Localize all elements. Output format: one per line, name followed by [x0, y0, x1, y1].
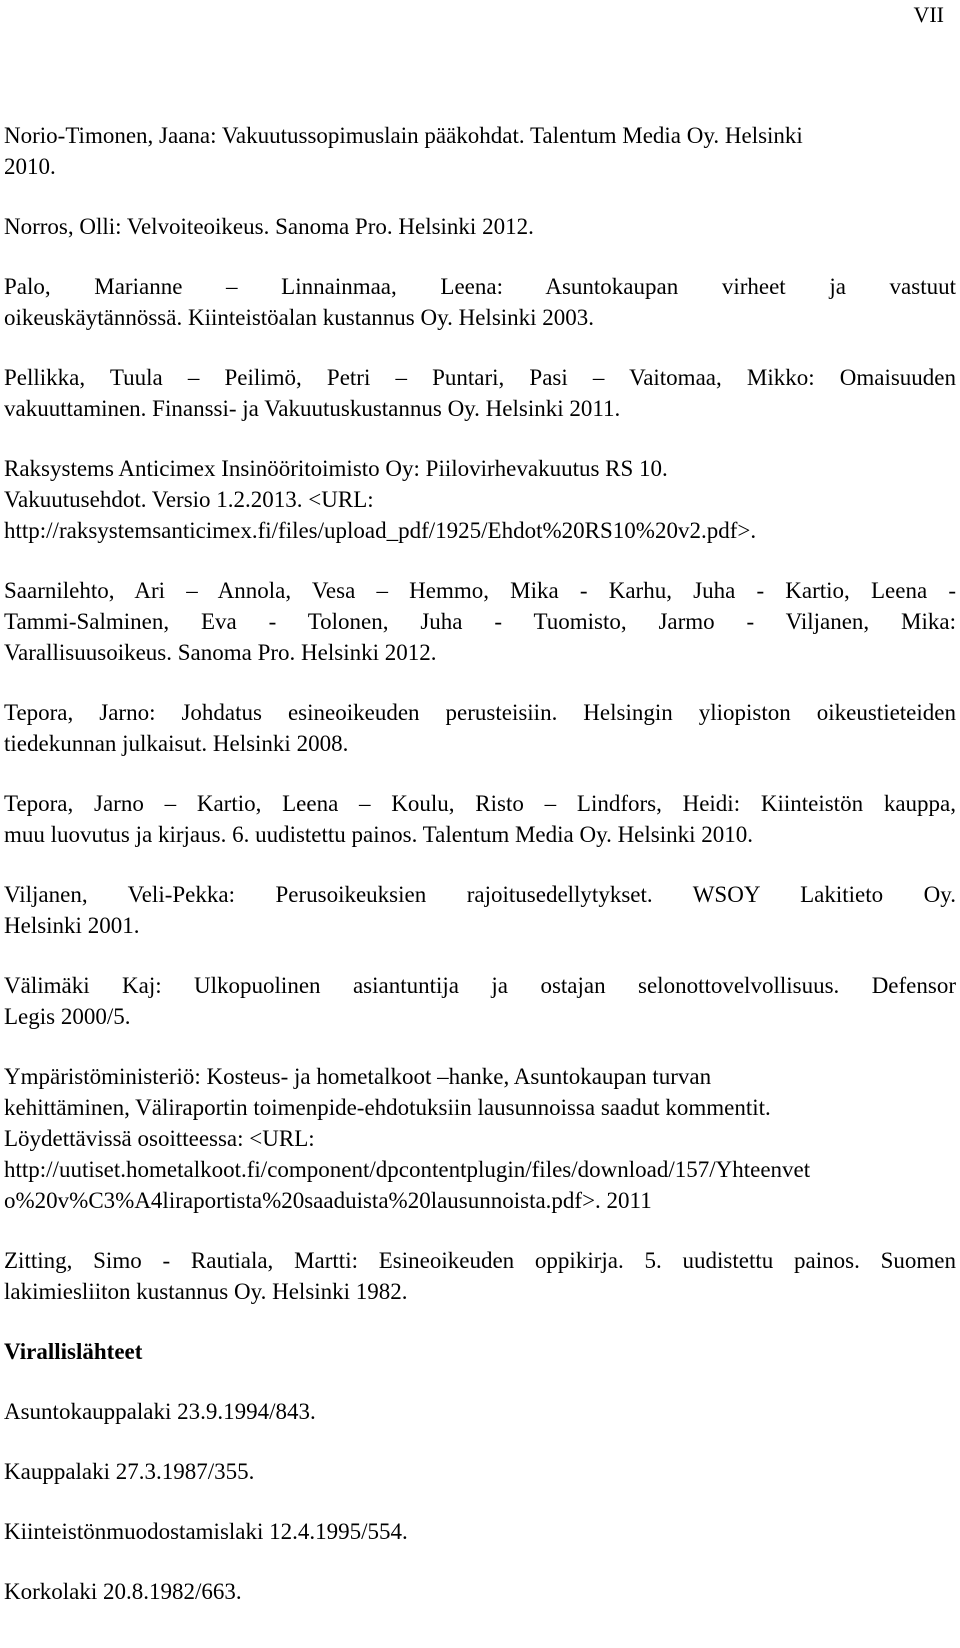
entry-line: tiedekunnan julkaisut. Helsinki 2008.: [4, 731, 349, 756]
bibliography-entry: [4, 788, 956, 850]
entry-line: Vakuutusehdot. Versio 1.2.2013. <URL:: [4, 487, 374, 512]
bibliography-entry: [4, 453, 956, 546]
entry-line: lakimiesliiton kustannus Oy. Helsinki 1982.: [4, 1279, 408, 1304]
entry-line: Norros, Olli: Velvoiteoikeus. Sanoma Pro. Helsinki 2012.: [4, 214, 534, 239]
bibliography-entry: [4, 879, 956, 941]
bibliography-entry: [4, 1245, 956, 1307]
entry-line: Pellikka, Tuula – Peilimö, Petri – Puntari, Pasi – Vaitomaa, Mikko: Omaisuuden: [4, 365, 956, 390]
entry-line: Ympäristöministeriö: Kosteus- ja hometalkoot –hanke, Asuntokaupan turvan: [4, 1064, 712, 1089]
entry-line: Helsinki 2001.: [4, 913, 140, 938]
entry-line: Zitting, Simo - Rautiala, Martti: Esineoikeuden oppikirja. 5. uudistettu painos. Suomen: [4, 1248, 956, 1273]
entry-line: Norio-Timonen, Jaana: Vakuutussopimuslain pääkohdat. Talentum Media Oy. Helsinki: [4, 123, 803, 148]
entry-line: Viljanen, Veli-Pekka: Perusoikeuksien rajoitusedellytykset. WSOY Lakitieto Oy.: [4, 882, 956, 907]
entry-line: o%20v%C3%A4liraportista%20saaduista%20lausunnoista.pdf>. 2011: [4, 1188, 652, 1213]
bibliography-entry: [4, 362, 956, 424]
entry-line: Löydettävissä osoitteessa: <URL:: [4, 1126, 315, 1151]
bibliography-entry: [4, 120, 956, 182]
page-number: VII: [913, 2, 944, 27]
bibliography-entry: [4, 271, 956, 333]
bibliography-entry: [4, 211, 956, 242]
entry-line: Tepora, Jarno – Kartio, Leena – Koulu, Risto – Lindfors, Heidi: Kiinteistön kauppa,: [4, 791, 956, 816]
entry-line: oikeuskäytännössä. Kiinteistöalan kustannus Oy. Helsinki 2003.: [4, 305, 595, 330]
bibliography-entry: [4, 970, 956, 1032]
entry-line: muu luovutus ja kirjaus. 6. uudistettu painos. Talentum Media Oy. Helsinki 2010.: [4, 822, 754, 847]
statute-item: Kauppalaki 27.3.1987/355.: [4, 1459, 255, 1484]
entry-line: Saarnilehto, Ari – Annola, Vesa – Hemmo, Mika - Karhu, Juha - Kartio, Leena -: [4, 578, 956, 603]
statute-item: Korkolaki 20.8.1982/663.: [4, 1579, 242, 1604]
entry-line: http://uutiset.hometalkoot.fi/component/dpcontentplugin/files/download/157/Yhteenvet: [4, 1157, 811, 1182]
document-body: [4, 120, 956, 1636]
statute-item: Asuntokauppalaki 23.9.1994/843.: [4, 1399, 316, 1424]
bibliography-entry: [4, 575, 956, 668]
statute-item: Kiinteistönmuodostamislaki 12.4.1995/554.: [4, 1519, 408, 1544]
entry-line: Varallisuusoikeus. Sanoma Pro. Helsinki 2012.: [4, 640, 437, 665]
bibliography-entry: [4, 697, 956, 759]
entry-line: kehittäminen, Väliraportin toimenpide-ehdotuksiin lausunnoissa saadut kommentit.: [4, 1095, 771, 1120]
entry-line: Raksystems Anticimex Insinööritoimisto Oy: Piilovirhevakuutus RS 10.: [4, 456, 668, 481]
bibliography-entry: [4, 1061, 956, 1216]
entry-line: Välimäki Kaj: Ulkopuolinen asiantuntija ja ostajan selonottovelvollisuus. Defensor: [4, 973, 956, 998]
entry-line: Tammi-Salminen, Eva - Tolonen, Juha - Tuomisto, Jarmo - Viljanen, Mika:: [4, 609, 956, 634]
section-heading: Virallislähteet: [4, 1339, 143, 1364]
entry-line: vakuuttaminen. Finanssi- ja Vakuutuskustannus Oy. Helsinki 2011.: [4, 396, 621, 421]
entry-line: 2010.: [4, 154, 56, 179]
entry-line: Palo, Marianne – Linnainmaa, Leena: Asuntokaupan virheet ja vastuut: [4, 274, 956, 299]
entry-line: Tepora, Jarno: Johdatus esineoikeuden perusteisiin. Helsingin yliopiston oikeustieteiden: [4, 700, 956, 725]
entry-line: Legis 2000/5.: [4, 1004, 131, 1029]
entry-line: http://raksystemsanticimex.fi/files/upload_pdf/1925/Ehdot%20RS10%20v2.pdf>.: [4, 518, 757, 543]
